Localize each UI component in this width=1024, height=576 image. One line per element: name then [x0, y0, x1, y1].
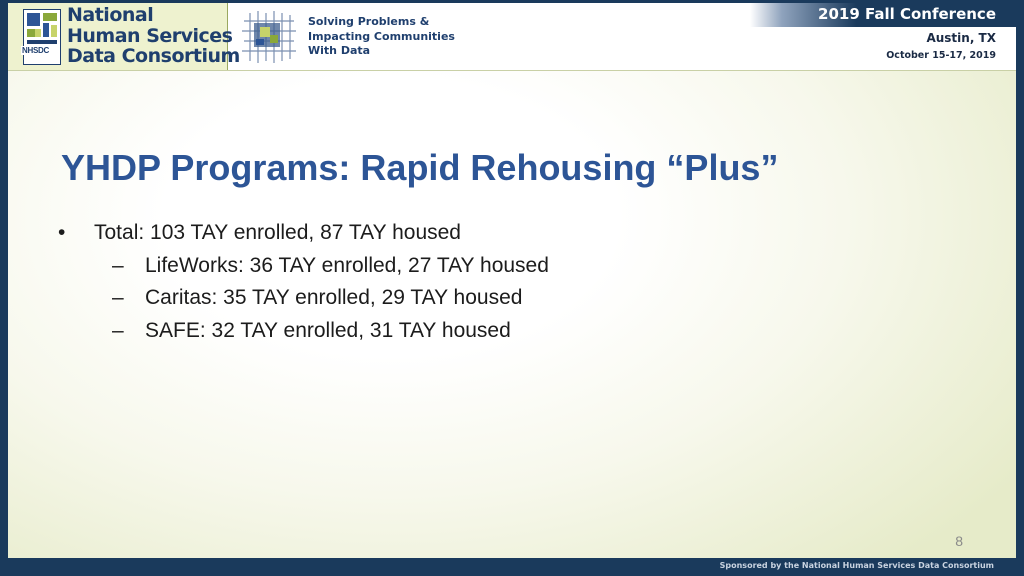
circuit-map-icon — [240, 9, 298, 65]
tagline-line-2: Impacting Communities — [308, 29, 455, 43]
logo-abbreviation: NHSDC — [22, 46, 49, 55]
nhsdc-logo — [8, 3, 240, 70]
sub-bullet-safe — [112, 319, 511, 343]
sub-bullet-caritas — [112, 286, 522, 310]
conference-banner — [750, 3, 1016, 27]
logo-line-3: Data Consortium — [67, 45, 240, 67]
sponsor-text: Sponsored by the National Human Services Data Consortium — [719, 561, 994, 570]
sub-bullet-lifeworks — [112, 254, 549, 278]
conference-city: Austin, TX — [926, 31, 996, 45]
bullet-text: Total: 103 TAY enrolled, 87 TAY housed — [94, 221, 461, 244]
sub-bullet-marker: – — [112, 319, 124, 342]
slide-content — [8, 70, 1016, 559]
sub-bullet-text: LifeWorks: 36 TAY enrolled, 27 TAY housed — [145, 254, 549, 277]
slide-header — [8, 3, 1016, 70]
conference-title: 2019 Fall Conference — [818, 5, 996, 23]
slide-title: YHDP Programs: Rapid Rehousing “Plus” — [61, 147, 779, 188]
sub-bullet-text: Caritas: 35 TAY enrolled, 29 TAY housed — [145, 286, 523, 309]
tagline-line-3: With Data — [308, 44, 371, 57]
bullet-marker: • — [58, 221, 66, 244]
logo-wordmark — [67, 5, 240, 67]
bullet-total — [58, 221, 461, 245]
conference-dates: October 15-17, 2019 — [886, 50, 996, 61]
slide-footer — [8, 558, 1016, 576]
tagline-text — [308, 15, 455, 59]
logo-line-1: National — [67, 4, 154, 26]
logo-line-2: Human Services — [67, 24, 233, 47]
sub-bullet-text: SAFE: 32 TAY enrolled, 31 TAY housed — [145, 319, 511, 342]
tagline-block — [240, 7, 455, 67]
sub-bullet-marker: – — [112, 254, 124, 277]
page-number: 8 — [955, 533, 963, 549]
nhsdc-logo-mark-icon — [23, 9, 61, 65]
tagline-line-1: Solving Problems & — [308, 15, 430, 28]
sub-bullet-marker: – — [112, 286, 124, 309]
